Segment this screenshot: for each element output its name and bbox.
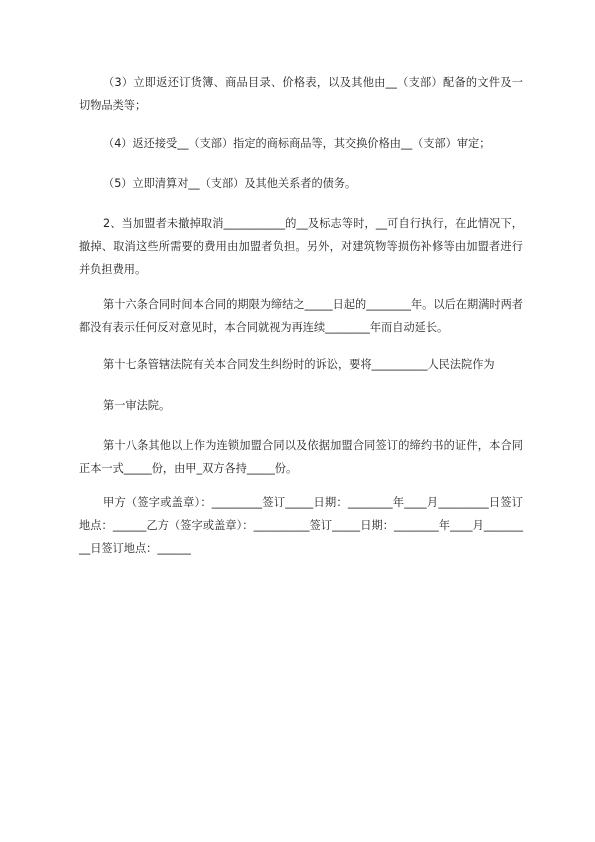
article-17-jurisdiction: 第十七条管辖法院有关本合同发生纠纷时的诉讼，要将__________人民法院作为	[103, 358, 495, 371]
signature-block: 甲方（签字或盖章）：_________签订_____日期：________年____月_________日签订地点：______乙方（签字或盖章）：__________签订_____日期：________年____月_________日签订地点：______	[79, 496, 523, 555]
clause-item-5: （5）立即清算对__（支部）及其他关系者的债务。	[103, 177, 357, 190]
article-17-continuation: 第一审法院。	[103, 399, 171, 412]
clause-item-3: （3）立即返还订货簿、商品目录、价格表，以及其他由__（支部）配备的文件及一切物品类等；	[79, 76, 523, 112]
clause-paragraph-2: 2、当加盟者未撤掉取消___________的__及标志等时，__可自行执行，在此情况下，撤掉、取消这些所需要的费用由加盟者负担。另外，对建筑物等损伤补修等由加盟者进行并负担费用。	[79, 217, 523, 276]
article-16-contract-term: 第十六条合同时间本合同的期限为缔结之_____日起的________年。以后在期满时两者都没有表示任何反对意见时，本合同就视为再连续________年而自动延长。	[79, 298, 523, 334]
clause-item-4: （4）返还接受__（支部）指定的商标商品等，其交换价格由__（支部）审定；	[103, 137, 491, 150]
article-18-other: 第十八条其他以上作为连锁加盟合同以及依据加盟合同签订的缔约书的证件，本合同正本一式_____份，由甲_双方各持_____份。	[79, 439, 523, 475]
